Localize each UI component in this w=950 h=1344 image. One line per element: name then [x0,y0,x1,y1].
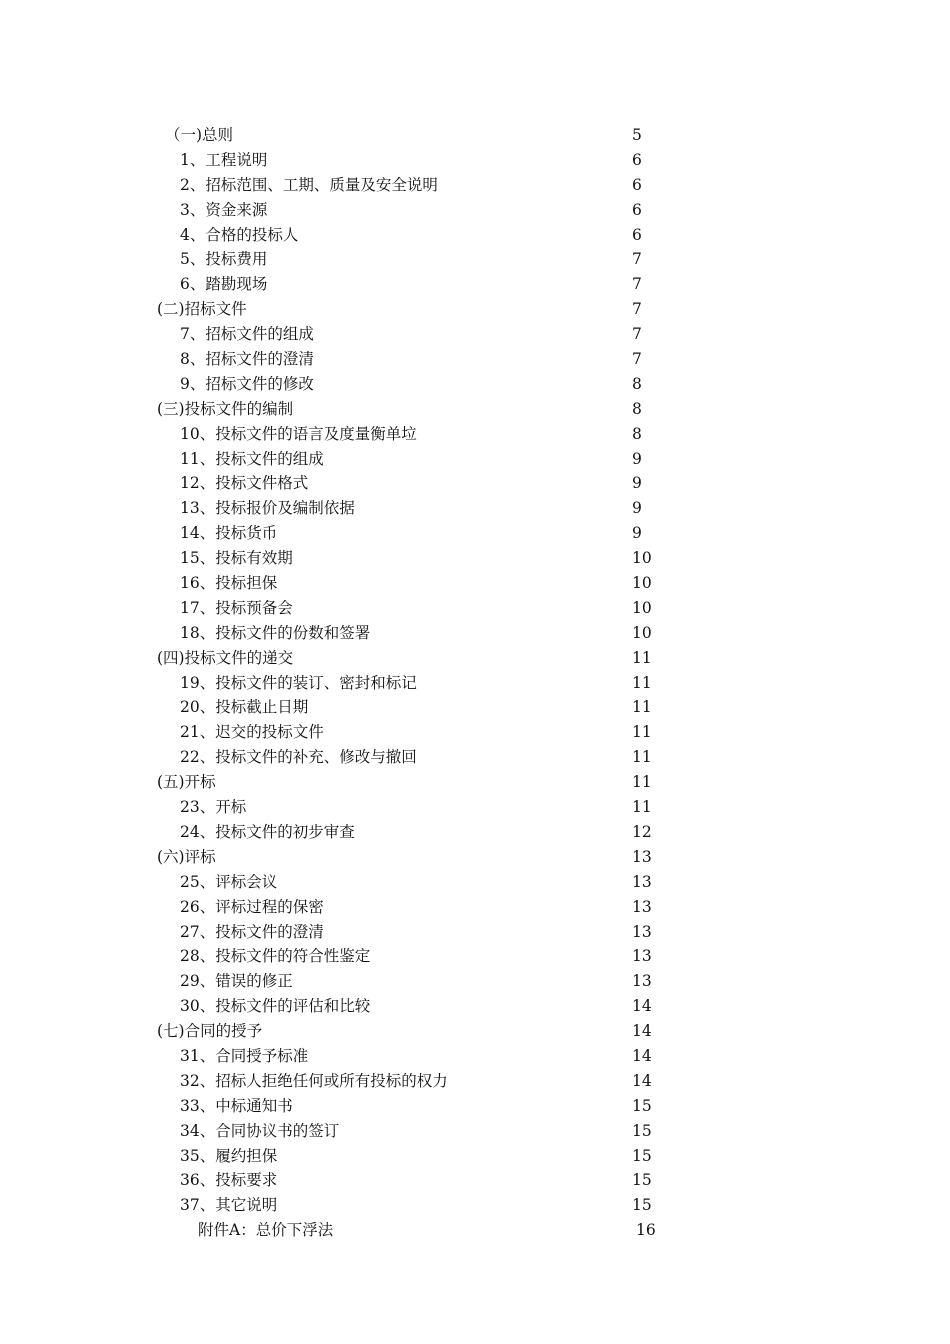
toc-page-number: 7 [632,275,642,294]
toc-entry-label: 29、错误的修正 [180,972,293,991]
toc-entry-label: 24、投标文件的初步审查 [180,822,355,841]
toc-entry-label: 8、招标文件的澄清 [180,350,314,369]
toc-item-entry[interactable] [0,720,950,745]
toc-page-number: 6 [632,175,642,194]
toc-item-entry[interactable] [0,247,950,272]
toc-page-number: 6 [632,150,642,169]
toc-page-number: 11 [632,648,652,667]
toc-item-entry[interactable] [0,347,950,372]
toc-page-number: 10 [632,574,652,593]
toc-entry-label: 28、投标文件的符合性鉴定 [180,947,371,966]
toc-item-entry[interactable] [0,1044,950,1069]
toc-section-entry[interactable] [0,297,950,322]
toc-entry-label: 9、招标文件的修改 [180,374,314,393]
toc-page-number: 7 [632,250,642,269]
toc-item-entry[interactable] [0,944,950,969]
toc-page-number: 11 [632,748,652,767]
toc-page-number: 13 [632,872,652,891]
toc-entry-label: 2、招标范围、工期、质量及安全说明 [180,175,438,194]
toc-entry-label: 3、资金来源 [180,200,268,219]
toc-entry-label: （一)总则 [165,126,234,144]
toc-entry-label: (二)招标文件 [157,300,247,319]
toc-entry-label: 4、合格的投标人 [180,225,299,244]
toc-item-entry[interactable] [0,571,950,596]
toc-item-entry[interactable] [0,745,950,770]
toc-page-number: 7 [632,350,642,369]
toc-page-number: 6 [632,225,642,244]
toc-item-entry[interactable] [0,870,950,895]
toc-entry-label: (三)投标文件的编制 [157,399,294,418]
toc-page-number: 15 [632,1171,652,1190]
toc-item-entry[interactable] [0,969,950,994]
toc-page-number: 14 [632,1071,652,1090]
table-of-contents [0,123,950,1243]
toc-item-entry[interactable] [0,322,950,347]
toc-page-number: 13 [632,897,652,916]
toc-page-number: 8 [632,424,642,443]
toc-entry-label: 7、招标文件的组成 [180,325,314,344]
toc-entry-label: 6、踏勘现场 [180,275,268,294]
toc-item-entry[interactable] [0,596,950,621]
toc-item-entry[interactable] [0,671,950,696]
toc-entry-label: 17、投标预备会 [180,598,293,617]
toc-appendix-entry[interactable] [0,1218,950,1243]
toc-page-number: 11 [632,798,652,817]
toc-item-entry[interactable] [0,695,950,720]
toc-page-number: 10 [632,623,652,642]
toc-page-number: 16 [636,1221,656,1240]
toc-entry-label: 26、评标过程的保密 [180,897,324,916]
toc-entry-label: 34、合同协议书的签订 [180,1121,340,1140]
toc-page-number: 9 [632,474,642,493]
toc-entry-label: 23、开标 [180,798,247,817]
toc-item-entry[interactable] [0,471,950,496]
toc-item-entry[interactable] [0,895,950,920]
toc-entry-label: 附件A：总价下浮法 [198,1221,334,1240]
toc-section-entry[interactable] [0,397,950,422]
toc-section-entry[interactable] [0,770,950,795]
toc-entry-label: 22、投标文件的补充、修改与撤回 [180,748,417,767]
toc-entry-label: 25、评标会议 [180,872,278,891]
toc-entry-label: 18、投标文件的份数和签署 [180,623,371,642]
toc-page-number: 6 [632,200,642,219]
toc-page-number: 11 [632,673,652,692]
toc-page-number: 11 [632,773,652,792]
toc-page-number: 13 [632,947,652,966]
toc-item-entry[interactable] [0,920,950,945]
toc-page-number: 11 [632,698,652,717]
toc-item-entry[interactable] [0,496,950,521]
toc-section-entry[interactable] [0,123,950,148]
toc-item-entry[interactable] [0,1193,950,1218]
toc-entry-label: (七)合同的授予 [157,1022,263,1041]
toc-item-entry[interactable] [0,1144,950,1169]
toc-entry-label: 11、投标文件的组成 [180,449,324,468]
toc-page-number: 14 [632,1046,652,1065]
toc-entry-label: 16、投标担保 [180,574,278,593]
toc-page-number: 13 [632,972,652,991]
toc-page-number: 11 [632,723,652,742]
toc-item-entry[interactable] [0,1168,950,1193]
toc-item-entry[interactable] [0,795,950,820]
toc-page-number: 15 [632,1096,652,1115]
toc-entry-label: 14、投标货币 [180,524,278,543]
toc-entry-label: 31、合同授予标准 [180,1046,309,1065]
toc-entry-label: 15、投标有效期 [180,549,293,568]
toc-section-entry[interactable] [0,1019,950,1044]
toc-item-entry[interactable] [0,148,950,173]
toc-page-number: 8 [632,399,642,418]
toc-entry-label: 12、投标文件格式 [180,474,309,493]
toc-entry-label: (四)投标文件的递交 [157,648,294,667]
toc-entry-label: 13、投标报价及编制依据 [180,499,355,518]
toc-page-number: 10 [632,549,652,568]
toc-entry-label: (六)评标 [157,847,216,866]
toc-page-number: 9 [632,449,642,468]
toc-item-entry[interactable] [0,173,950,198]
toc-entry-label: 33、中标通知书 [180,1096,293,1115]
toc-page-number: 13 [632,847,652,866]
toc-item-entry[interactable] [0,994,950,1019]
toc-entry-label: 1、工程说明 [180,150,268,169]
toc-entry-label: 27、投标文件的澄清 [180,922,324,941]
toc-item-entry[interactable] [0,1119,950,1144]
toc-item-entry[interactable] [0,447,950,472]
toc-page-number: 15 [632,1196,652,1215]
toc-item-entry[interactable] [0,820,950,845]
toc-section-entry[interactable] [0,845,950,870]
toc-entry-label: 35、履约担保 [180,1146,278,1165]
toc-item-entry[interactable] [0,621,950,646]
toc-entry-label: 20、投标截止日期 [180,698,309,717]
toc-page-number: 8 [632,374,642,393]
toc-item-entry[interactable] [0,422,950,447]
toc-entry-label: 19、投标文件的装订、密封和标记 [180,673,417,692]
toc-item-entry[interactable] [0,198,950,223]
toc-page-number: 7 [632,325,642,344]
toc-page-number: 15 [632,1146,652,1165]
toc-entry-label: (五)开标 [157,773,216,792]
toc-page-number: 14 [632,997,652,1016]
toc-page-number: 10 [632,598,652,617]
toc-entry-label: 37、其它说明 [180,1196,278,1215]
toc-item-entry[interactable] [0,272,950,297]
toc-page-number: 7 [632,300,642,319]
toc-page-number: 15 [632,1121,652,1140]
toc-entry-label: 21、迟交的投标文件 [180,723,324,742]
toc-page-number: 5 [632,126,642,144]
toc-entry-label: 5、投标费用 [180,250,268,269]
toc-page-number: 14 [632,1022,652,1041]
toc-entry-label: 30、投标文件的评估和比较 [180,997,371,1016]
toc-page-number: 12 [632,822,652,841]
toc-item-entry[interactable] [0,372,950,397]
toc-item-entry[interactable] [0,521,950,546]
toc-page-number: 13 [632,922,652,941]
toc-entry-label: 36、投标要求 [180,1171,278,1190]
toc-item-entry[interactable] [0,1094,950,1119]
toc-section-entry[interactable] [0,646,950,671]
toc-page-number: 9 [632,524,642,543]
toc-entry-label: 10、投标文件的语言及度量衡单垃 [180,424,417,443]
toc-page-number: 9 [632,499,642,518]
toc-item-entry[interactable] [0,546,950,571]
toc-item-entry[interactable] [0,223,950,248]
toc-item-entry[interactable] [0,1069,950,1094]
toc-entry-label: 32、招标人拒绝任何或所有投标的权力 [180,1071,448,1090]
